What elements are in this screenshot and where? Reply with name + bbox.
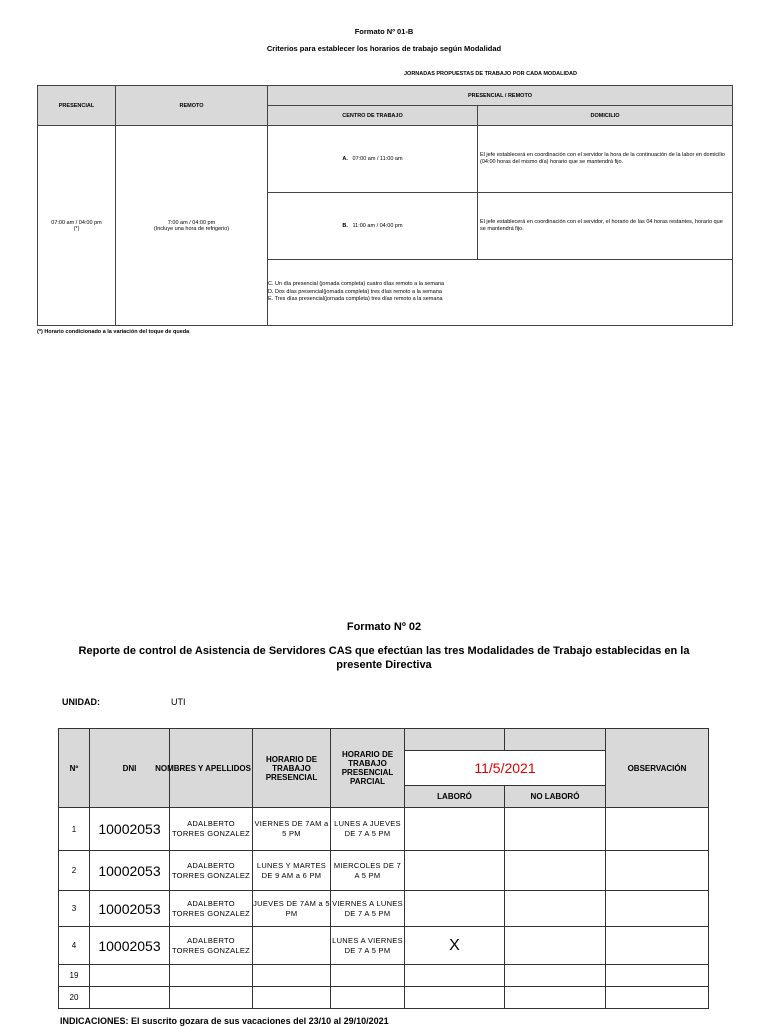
row-horario-parcial: LUNES A JUEVES DE 7 A 5 PM: [331, 808, 405, 851]
row-laboro: [405, 891, 505, 927]
row-horario-parcial: [331, 987, 405, 1009]
row-num: 4: [59, 927, 90, 965]
row-laboro: [405, 851, 505, 891]
table-row: [59, 965, 709, 987]
row-dni: 10002053: [90, 927, 170, 965]
footnote: (*) Horario condicionado a la variación del toque de queda: [37, 329, 190, 335]
indicaciones: INDICACIONES: El suscrito gozara de sus vacaciones del 23/10 al 29/10/2021: [60, 1016, 389, 1026]
row-name-first: ADALBERTO: [187, 819, 235, 828]
row-name-last: TORRES GONZALEZ: [171, 908, 251, 918]
row-num: 19: [59, 965, 90, 987]
option-a-domicilio: El jefe establecerá en coordinación con el servidor la hora de la continuación de la labor en domicilio (04:00 horas del mismo día) horario que se mantendrá fijo.: [478, 126, 733, 193]
row-observacion: [606, 987, 709, 1009]
row-dni: 10002053: [90, 808, 170, 851]
row-name: [170, 808, 253, 851]
row-no-laboro: [505, 987, 606, 1009]
presencial-note: (*): [73, 225, 80, 232]
header-nombres: [155, 729, 253, 808]
option-b-time: 11:00 am / 04:00 pm: [352, 223, 403, 229]
row-name: [170, 927, 253, 965]
row-laboro: [405, 987, 505, 1009]
table-row: [59, 987, 709, 1009]
header-presencial: PRESENCIAL: [38, 86, 116, 126]
row-horario-parcial: [331, 965, 405, 987]
presencial-cell: [38, 126, 116, 326]
row-name-last: TORRES GONZALEZ: [171, 870, 251, 880]
row-horario-presencial: JUEVES DE 7AM a 5 PM: [253, 891, 331, 927]
asistencia-table: [58, 728, 709, 1009]
row-dni: 10002053: [90, 851, 170, 891]
row-num: 3: [59, 891, 90, 927]
option-d: D. Dos días presencial(jornada completa) tres días remoto a la semana: [268, 288, 442, 295]
row-observacion: [606, 808, 709, 851]
row-observacion: [606, 927, 709, 965]
remoto-hours: 7:00 am / 04:00 pm: [167, 219, 216, 226]
option-b-domicilio: El jefe establecerá en coordinación con el servidor, el horario de las 04 horas restantes, horario que se mantendrá fijo.: [478, 193, 733, 260]
row-name: [170, 965, 253, 987]
row-num: 1: [59, 808, 90, 851]
row-name: [170, 987, 253, 1009]
header-blank-1: [405, 729, 505, 751]
row-horario-parcial: LUNES A VIERNES DE 7 A 5 PM: [331, 927, 405, 965]
jornadas-label: JORNADAS PROPUESTAS DE TRABAJO POR CADA MODALIDAD: [404, 71, 577, 77]
header-observacion: OBSERVACIÓN: [606, 729, 709, 808]
header-blank-2: [505, 729, 606, 751]
row-num: 2: [59, 851, 90, 891]
row-observacion: [606, 891, 709, 927]
row-no-laboro: [505, 965, 606, 987]
option-b-letter: B.: [342, 223, 348, 229]
options-cde: [268, 260, 733, 326]
option-a-letter: A.: [342, 156, 348, 162]
row-name: [170, 891, 253, 927]
row-observacion: [606, 851, 709, 891]
header-presencial-remoto: PRESENCIAL / REMOTO: [268, 86, 733, 106]
row-laboro: [405, 808, 505, 851]
option-b-centro: [268, 193, 478, 260]
header-centro-trabajo: CENTRO DE TRABAJO: [268, 106, 478, 126]
header-dni: DNI: [90, 729, 170, 808]
unidad-value: UTI: [171, 697, 186, 707]
header-laboro: LABORÓ: [405, 786, 505, 808]
remoto-cell: [116, 126, 268, 326]
row-no-laboro: [505, 808, 606, 851]
row-observacion: [606, 965, 709, 987]
row-no-laboro: [505, 851, 606, 891]
row-laboro: X: [405, 927, 505, 965]
row-horario-parcial: VIERNES A LUNES DE 7 A 5 PM: [331, 891, 405, 927]
criterios-table: [37, 85, 733, 326]
row-no-laboro: [505, 891, 606, 927]
remoto-note: (Incluye una hora de refrigerio): [153, 225, 230, 232]
option-c: C. Un día presencial (jornada completa) cuatro días remoto a la semana: [268, 281, 445, 288]
row-name-last: TORRES GONZALEZ: [171, 829, 251, 838]
row-dni: [90, 987, 170, 1009]
row-name-first: ADALBERTO: [187, 898, 235, 908]
presencial-hours: 07:00 am / 04:00 pm: [51, 219, 102, 226]
row-horario-presencial: [253, 987, 331, 1009]
row-dni: 10002053: [90, 891, 170, 927]
option-a-centro: [268, 126, 478, 193]
row-num: 20: [59, 987, 90, 1009]
row-dni: [90, 965, 170, 987]
row-horario-parcial: MIERCOLES DE 7 A 5 PM: [331, 851, 405, 891]
formato-1b-subtitle: Criterios para establecer los horarios de trabajo según Modalidad: [266, 44, 502, 53]
header-domicilio: DOMICILIO: [478, 106, 733, 126]
option-a-time: 07:00 am / 11:00 am: [352, 156, 403, 162]
header-horario-parcial: HORARIO DE TRABAJO PRESENCIAL PARCIAL: [331, 729, 405, 808]
formato-2-subtitle: Reporte de control de Asistencia de Servidores CAS que efectúan las tres Modalidades de Trabajo establecidas en la presente Directiva: [78, 645, 690, 671]
row-name-first: ADALBERTO: [187, 935, 235, 945]
header-nombres-text: NOMBRES Y APELLIDOS: [155, 763, 251, 773]
row-horario-presencial: VIERNES DE 7AM a 5 PM: [253, 808, 331, 851]
header-no-laboro: NO LABORÓ: [505, 786, 606, 808]
row-horario-presencial: [253, 927, 331, 965]
table-row: [59, 891, 709, 927]
formato-2-title: Formato Nº 02: [346, 621, 422, 633]
row-laboro: [405, 965, 505, 987]
header-horario-presencial: HORARIO DE TRABAJO PRESENCIAL: [253, 729, 331, 808]
row-name: [170, 851, 253, 891]
formato-1b-title: Formato Nº 01-B: [354, 27, 414, 36]
header-remoto: REMOTO: [116, 86, 268, 126]
row-name-first: ADALBERTO: [187, 860, 235, 870]
row-name-last: TORRES GONZALEZ: [171, 945, 251, 955]
row-horario-presencial: LUNES Y MARTES DE 9 AM a 6 PM: [253, 851, 331, 891]
header-num: Nº: [59, 729, 90, 808]
table-row: [59, 927, 709, 965]
unidad-label: UNIDAD:: [62, 697, 100, 707]
table-row: [59, 808, 709, 851]
row-no-laboro: [505, 927, 606, 965]
table-row: [59, 851, 709, 891]
row-horario-presencial: [253, 965, 331, 987]
date-header: 11/5/2021: [405, 751, 606, 786]
option-e: E. Tres días presencial(jornada completa) tres días remoto a la semana: [268, 296, 443, 303]
